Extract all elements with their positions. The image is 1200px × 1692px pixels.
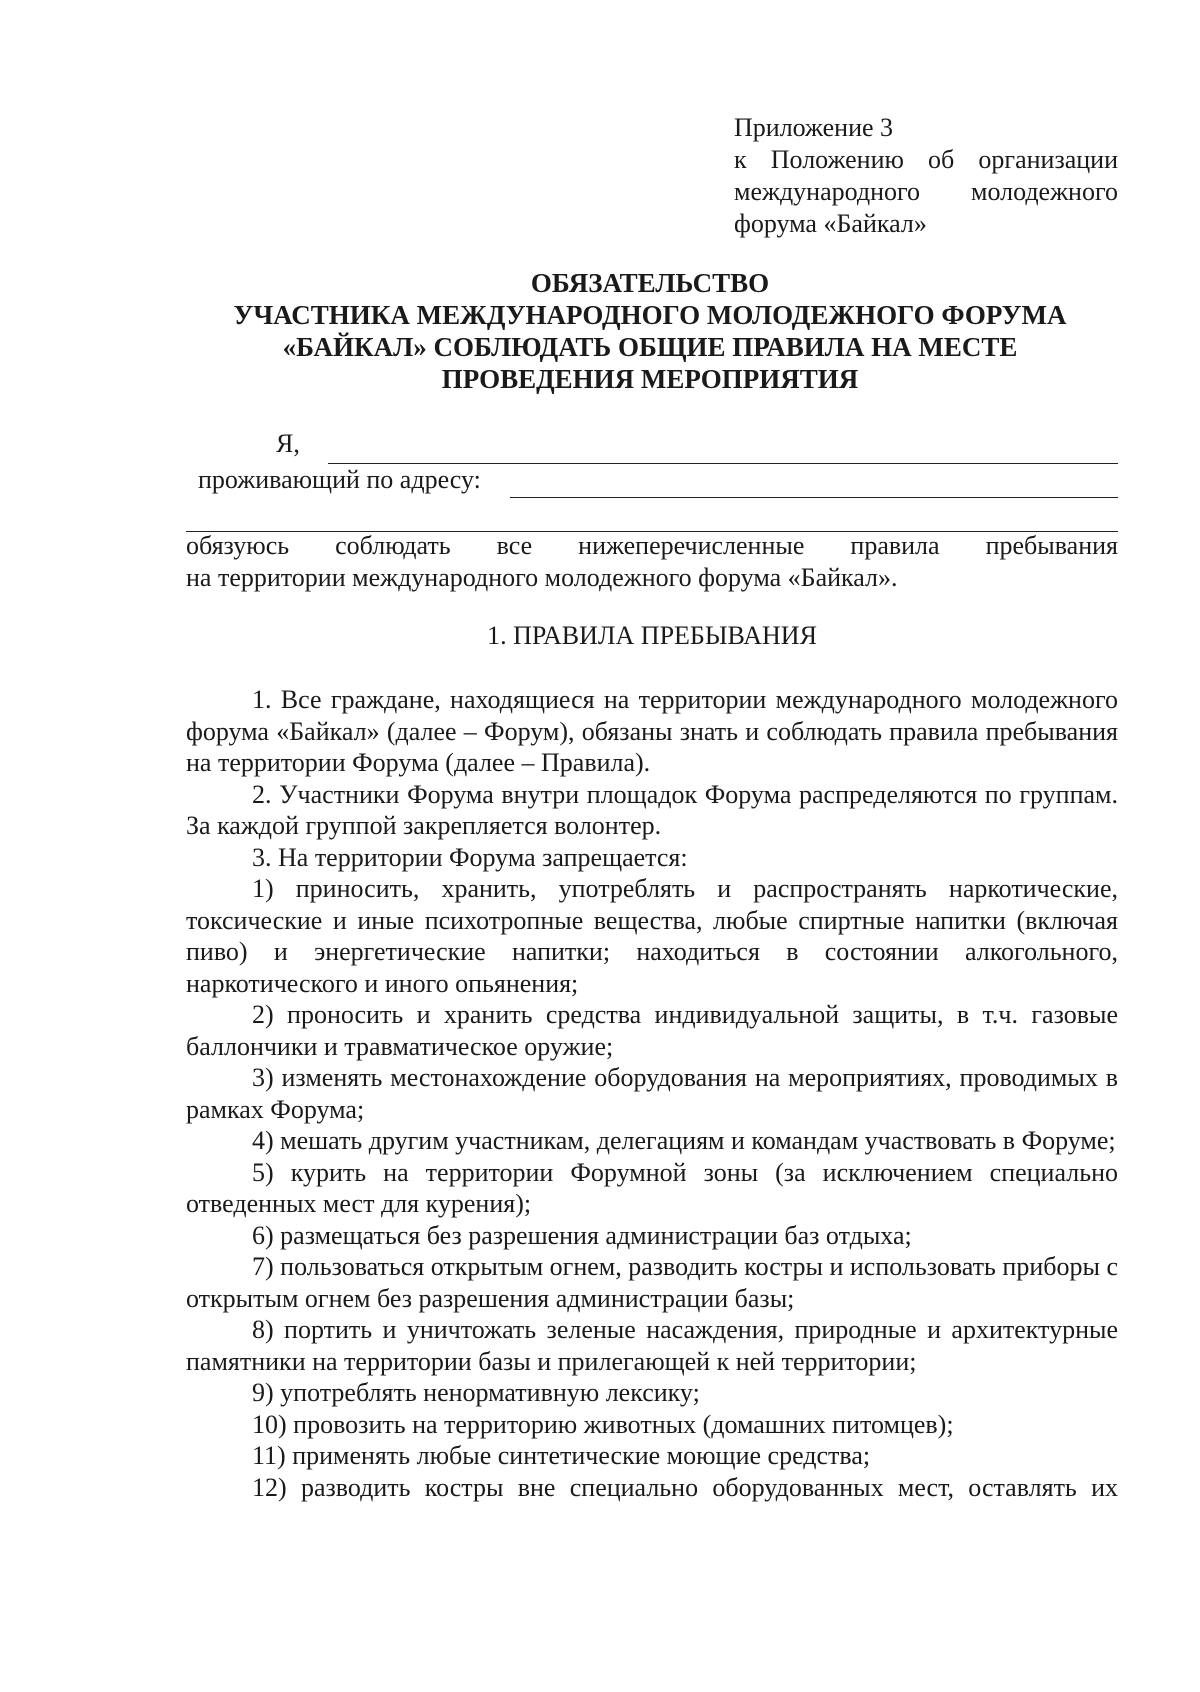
rule-paragraph: 2. Участники Форума внутри площадок Форума распределяются по группам. За каждой группой закрепляется волонтер. [186, 779, 1118, 840]
address-label: проживающий по адресу: [198, 465, 481, 494]
rule-paragraph: 4) мешать другим участникам, делегациям и командам участвовать в Форуме; [252, 1126, 1116, 1155]
rule-paragraph: 7) пользоваться открытым огнем, разводить костры и использовать приборы с открытым огнем без разрешения администрации базы; [186, 1252, 1118, 1313]
annex-line: форума «Байкал» [734, 209, 927, 238]
section-heading: 1. ПРАВИЛА ПРЕБЫВАНИЯ [487, 621, 817, 650]
rule-paragraph: 9) употреблять ненормативную лексику; [252, 1378, 700, 1407]
rule-paragraph: 12) разводить костры вне специально оборудованных мест, оставлять их [252, 1472, 1118, 1502]
annex-line: к Положению об организации [734, 145, 1118, 174]
rule-paragraph: 5) курить на территории Форумной зоны (за исключением специально отведенных мест для курения); [186, 1157, 1118, 1218]
rule-paragraph: 11) применять любые синтетические моющие средства; [252, 1441, 871, 1470]
pledge-text [186, 530, 1118, 593]
rule-paragraph: 3) изменять местонахождение оборудования на мероприятиях, проводимых в рамках Форума; [186, 1063, 1118, 1124]
rule-paragraph: 8) портить и уничтожать зеленые насаждения, природные и архитектурные памятники на территории базы и прилегающей к ней территории; [186, 1315, 1118, 1376]
rule-paragraph: 1) приносить, хранить, употреблять и распространять наркотические, токсические и иные психотропные вещества, любые спиртные напитки (включая пиво) и энергетические напитки; находиться в состоянии алкогольного, наркотического и иного опьянения; [186, 874, 1118, 998]
annex-line: международного молодежного [734, 177, 1118, 206]
document-title [160, 267, 1140, 395]
pledge-line: обязуюсь соблюдать все нижеперечисленные правила пребывания [186, 531, 1118, 560]
title-line: ПРОВЕДЕНИЯ МЕРОПРИЯТИЯ [441, 364, 859, 394]
title-line: УЧАСТНИКА МЕЖДУНАРОДНОГО МОЛОДЕЖНОГО ФОРУМА [233, 300, 1067, 330]
name-label: Я, [276, 429, 300, 458]
rule-paragraph: 3. На территории Форума запрещается: [252, 842, 688, 872]
address-input-line[interactable] [510, 497, 1118, 498]
annex-reference [734, 112, 1118, 240]
pledge-line: на территории международного молодежного форума «Байкал». [186, 562, 898, 592]
rule-paragraph: 1. Все граждане, находящиеся на территории международного молодежного форума «Байкал» (далее – Форум), обязаны знать и соблюдать правила пребывания на территории Форума (далее – Правила). [186, 685, 1118, 777]
title-line: «БАЙКАЛ» СОБЛЮДАТЬ ОБЩИЕ ПРАВИЛА НА МЕСТЕ [282, 332, 1018, 362]
title-line: ОБЯЗАТЕЛЬСТВО [530, 268, 770, 298]
rules-list [186, 684, 1118, 1503]
rule-paragraph: 10) провозить на территорию животных (домашних питомцев); [252, 1409, 954, 1439]
annex-number: Приложение 3 [734, 113, 894, 142]
rule-paragraph: 2) проносить и хранить средства индивидуальной защиты, в т.ч. газовые баллончики и травматическое оружие; [186, 1000, 1118, 1061]
rule-paragraph: 6) размещаться без разрешения администрации баз отдыха; [252, 1220, 912, 1250]
